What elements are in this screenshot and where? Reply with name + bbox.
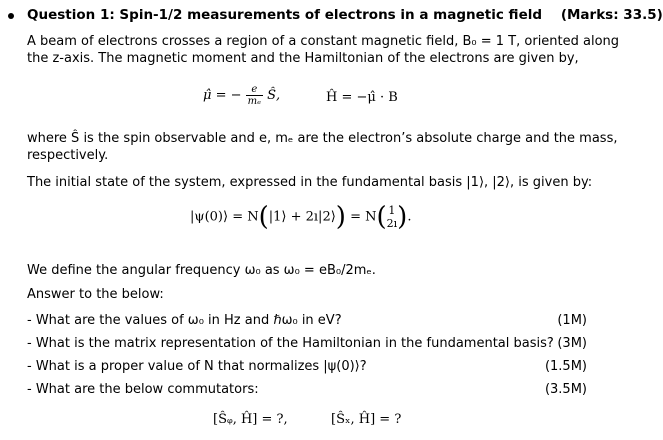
item-marks: (3.5M): [544, 382, 587, 397]
question-title-text: Question 1: Spin-1/2 measurements of electrons in a magnetic field: [27, 7, 543, 23]
mu-fraction: [246, 84, 263, 107]
intro-line-1: A beam of electrons crosses a region of a constant magnetic field, B₀ = 1 T, oriented along: [27, 34, 620, 49]
question-bullet: [8, 13, 14, 19]
equation-initial-state: [190, 204, 411, 230]
vec-left-paren: (: [376, 202, 387, 232]
left-paren: (: [258, 202, 269, 232]
equation-moment: [203, 84, 280, 107]
vec-right-paren: ): [397, 202, 408, 232]
commutator-sz: [Ŝᵩ, Ĥ] = ?,: [213, 412, 288, 427]
answer-intro: Answer to the below:: [27, 287, 164, 302]
right-paren: ): [335, 202, 346, 232]
item-marks: (1M): [557, 313, 587, 328]
psi-equals-n: = N: [350, 209, 377, 225]
commutator-sx: [Ŝₓ, Ĥ] = ?: [331, 412, 402, 427]
mu-denominator: mₑ: [247, 96, 261, 107]
mu-spin: Ŝ,: [267, 88, 281, 103]
mu-numerator: e: [246, 84, 263, 96]
question-item: - What are the below commutators:: [27, 382, 259, 397]
where-line-2: respectively.: [27, 148, 109, 163]
item-marks: (1.5M): [544, 359, 587, 374]
initial-state-text: The initial state of the system, expressed in the fundamental basis |1⟩, |2⟩, is given by:: [27, 175, 593, 190]
question-title: [27, 7, 663, 23]
vector-top: 1: [388, 204, 396, 217]
question-item: - What is the matrix representation of the Hamiltonian in the fundamental basis?: [27, 336, 554, 351]
question-item: - What is a proper value of N that normalizes |ψ(0)⟩?: [27, 359, 367, 374]
psi-period: .: [407, 209, 412, 225]
equation-hamiltonian: [326, 90, 398, 105]
angular-frequency-text: We define the angular frequency ω₀ as ω₀ = eB₀/2mₑ.: [27, 263, 376, 278]
where-line-1: where Ŝ is the spin observable and e, mₑ are the electron’s absolute charge and the mass,: [27, 131, 618, 146]
item-marks: (3M): [557, 336, 587, 351]
psi-lhs: |ψ(0)⟩ = N: [190, 209, 259, 225]
vector-bottom: 2ı: [386, 217, 398, 230]
question-marks: (Marks: 33.5): [560, 7, 663, 23]
state-vector: [387, 204, 398, 230]
mu-lhs: μ̂ = −: [203, 88, 242, 103]
psi-superposition: |1⟩ + 2ı|2⟩: [268, 209, 336, 225]
hamiltonian-text: Ĥ = −μ̂ · B: [326, 90, 398, 105]
question-item: - What are the values of ω₀ in Hz and ℏω₀ in eV?: [27, 313, 342, 328]
intro-line-2: the z-axis. The magnetic moment and the Hamiltonian of the electrons are given by,: [27, 51, 579, 66]
